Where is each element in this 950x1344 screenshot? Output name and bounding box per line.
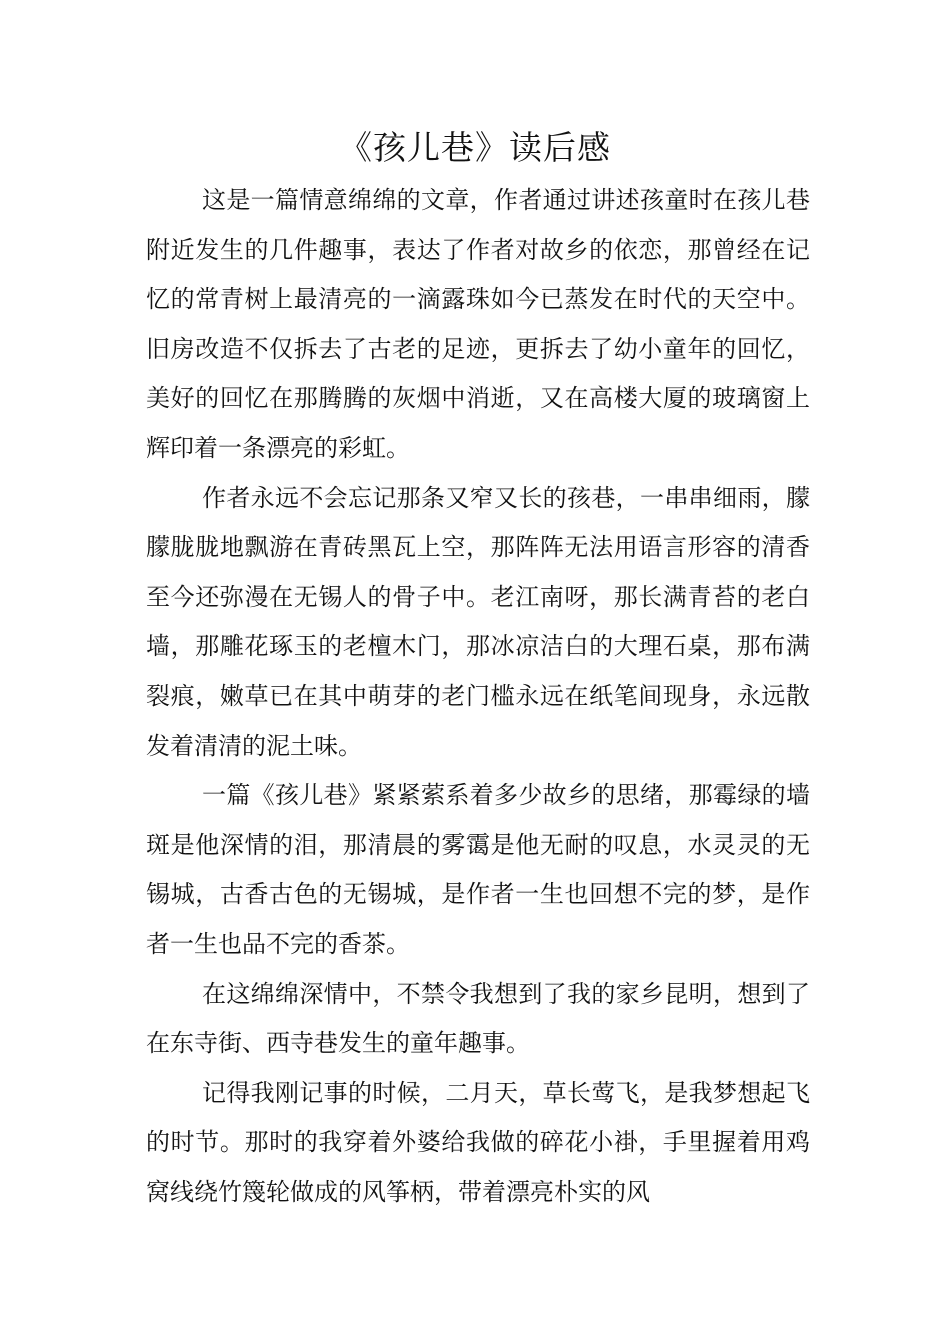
document-body xyxy=(146,176,810,1217)
paragraph-3: 一篇《孩儿巷》紧紧萦系着多少故乡的思绪，那霉绿的墙斑是他深情的泪，那清晨的雾霭是他无耐的叹息，水灵灵的无锡城，古香古色的无锡城，是作者一生也回想不完的梦，是作者一生也品不完的香茶。 xyxy=(146,781,810,958)
document-title: 《孩儿巷》读后感 xyxy=(339,128,611,167)
paragraph-5: 记得我刚记事的时候，二月天，草长莺飞，是我梦想起飞的时节。那时的我穿着外婆给我做的碎花小褂，手里握着用鸡窝线绕竹篾轮做成的风筝柄，带着漂亮朴实的风 xyxy=(146,1078,810,1206)
paragraph-1: 这是一篇情意绵绵的文章，作者通过讲述孩童时在孩儿巷附近发生的几件趣事，表达了作者对故乡的依恋，那曾经在记忆的常青树上最清亮的一滴露珠如今已蒸发在时代的天空中。旧房改造不仅拆去了古老的足迹，更拆去了幼小童年的回忆，美好的回忆在那腾腾的灰烟中消逝，又在高楼大厦的玻璃窗上辉印着一条漂亮的彩虹。 xyxy=(146,186,810,462)
paragraph-2: 作者永远不会忘记那条又窄又长的孩巷，一串串细雨，朦朦胧胧地飘游在青砖黑瓦上空，那阵阵无法用语言形容的清香至今还弥漫在无锡人的骨子中。老江南呀，那长满青苔的老白墙，那雕花琢玉的老檀木门，那冰凉洁白的大理石桌，那布满裂痕，嫩草已在其中萌芽的老门槛永远在纸笔间现身，永远散发着清清的泥土味。 xyxy=(146,483,810,760)
paragraph-4: 在这绵绵深情中，不禁令我想到了我的家乡昆明，想到了在东寺街、西寺巷发生的童年趣事。 xyxy=(146,979,810,1058)
